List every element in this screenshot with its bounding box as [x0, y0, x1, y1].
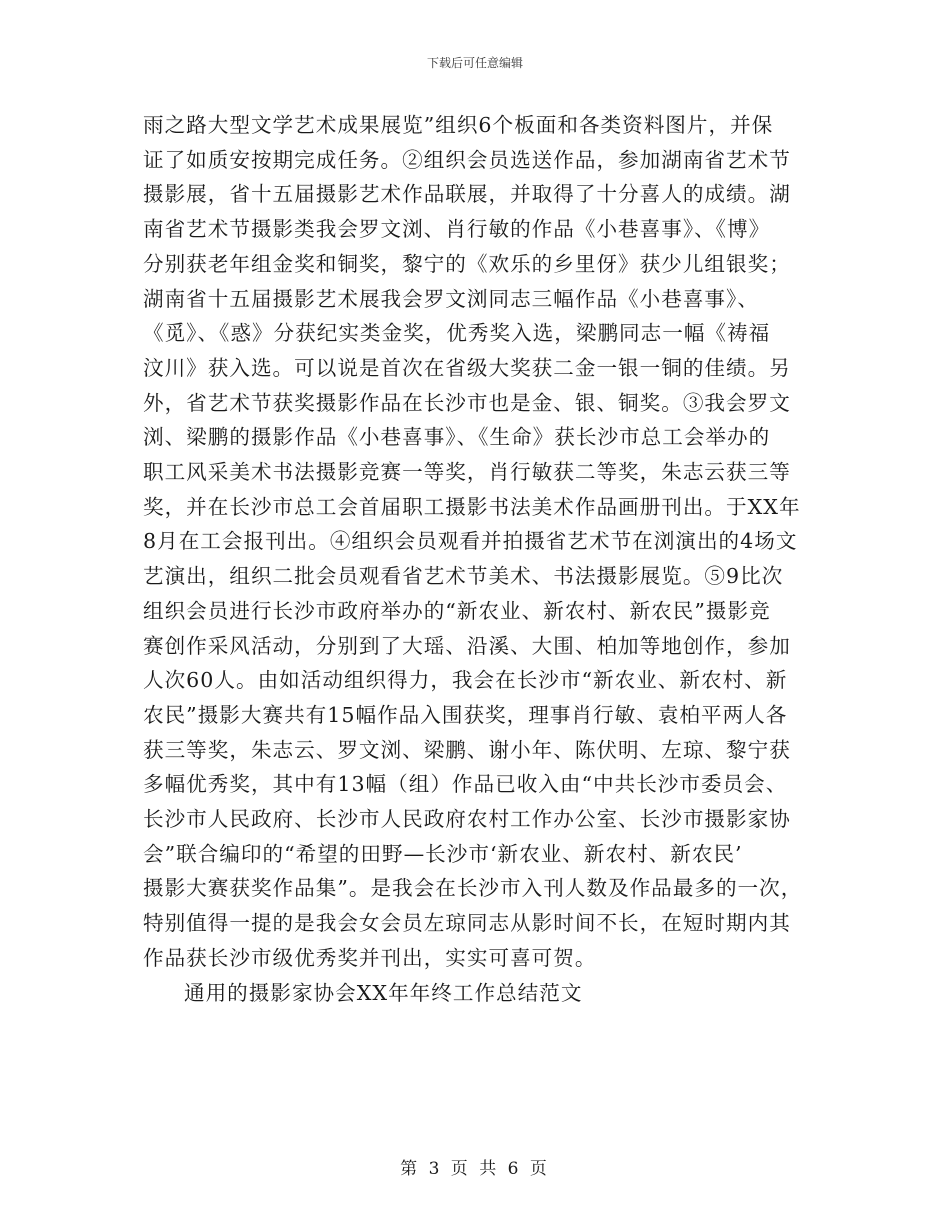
body-line: 证了如质安按期完成任务。②组织会员选送作品，参加湖南省艺术节: [143, 147, 791, 172]
body-line: 雨之路大型文学艺术成果展览”组织6个板面和各类资料图片，并保: [143, 113, 774, 137]
body-line: 8月在工会报刊出。④组织会员观看并拍摄省艺术节在浏演出的4场文: [143, 529, 798, 554]
body-line: 分别获老年组金奖和铜奖，黎宁的《欢乐的乡里伢》获少儿组银奖；: [143, 251, 791, 276]
body-line: 人次60人。由如活动组织得力，我会在长沙市“新农业、新农村、新: [143, 668, 788, 693]
body-line: 赛创作采风活动，分别到了大瑶、沿溪、大围、柏加等地创作，参加: [143, 633, 791, 658]
body-line: 艺演出，组织二批会员观看省艺术节美术、书法摄影展览。⑤9比次: [143, 564, 784, 589]
body-line: 作品获长沙市级优秀奖并刊出，实实可喜可贺。: [143, 945, 597, 970]
body-line: 奖，并在长沙市总工会首届职工摄影书法美术作品画册刊出。于XX年: [143, 494, 801, 519]
body-line: 获三等奖，朱志云、罗文浏、梁鹏、谢小年、陈伏明、左琼、黎宁获: [143, 737, 791, 762]
body-line: 组织会员进行长沙市政府举办的“新农业、新农村、新农民”摄影竞: [143, 598, 771, 623]
page-header: 下载后可任意编辑: [426, 56, 523, 70]
page-number-footer: 第 3 页 共 6 页: [400, 1159, 550, 1179]
closing-title-line: 通用的摄影家协会XX年年终工作总结范文: [184, 980, 583, 1005]
body-line: 特别值得一提的是我会女会员左琼同志从影时间不长，在短时期内其: [143, 911, 791, 936]
body-line: 长沙市人民政府、长沙市人民政府农村工作办公室、长沙市摄影家协: [143, 807, 791, 832]
body-line: 汶川》获入选。可以说是首次在省级大奖获二金一银一铜的佳绩。另: [143, 355, 791, 380]
body-line: 农民”摄影大赛共有15幅作品入围获奖，理事肖行敏、袁柏平两人各: [143, 702, 788, 727]
body-line: 多幅优秀奖，其中有13幅（组）作品已收入由“中共长沙市委员会、: [143, 772, 788, 797]
body-line: 《觅》、《惑》分获纪实类金奖，优秀奖入选，梁鹏同志一幅《祷福: [143, 321, 771, 346]
document-body: [143, 108, 807, 1010]
body-line: 外，省艺术节获奖摄影作品在长沙市也是金、银、铜奖。③我会罗文: [143, 390, 791, 415]
body-line: 摄影大赛获奖作品集”。是我会在长沙市入刊人数及作品最多的一次，: [143, 876, 803, 901]
body-line: 会”联合编印的“希望的田野—长沙市‘新农业、新农村、新农民’: [143, 841, 743, 866]
body-line: 浏、梁鹏的摄影作品《小巷喜事》、《生命》获长沙市总工会举办的: [143, 425, 771, 450]
body-line: 南省艺术节摄影类我会罗文浏、肖行敏的作品《小巷喜事》、《博》: [143, 217, 771, 242]
body-line: 湖南省十五届摄影艺术展我会罗文浏同志三幅作品《小巷喜事》、: [143, 286, 759, 311]
body-line: 职工风采美术书法摄影竞赛一等奖，肖行敏获二等奖，朱志云获三等: [143, 460, 791, 485]
body-line: 摄影展，省十五届摄影艺术作品联展，并取得了十分喜人的成绩。湖: [143, 182, 791, 207]
